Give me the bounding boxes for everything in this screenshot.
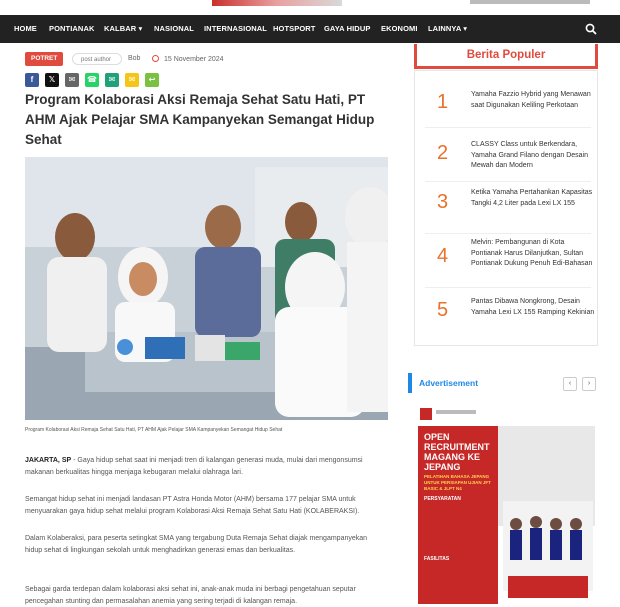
ad-next-button[interactable]: › (582, 377, 596, 391)
article-title: Program Kolaborasi Aksi Remaja Sehat Satu Hati, PT AHM Ajak Pelajar SMA Kampanyekan Semangat Hidup Sehat (25, 92, 375, 147)
nav-item-home[interactable]: HOME (14, 24, 37, 33)
top-banner-ad[interactable] (212, 0, 342, 6)
popular-item-title[interactable]: CLASSY Class untuk Berkendara, Yamaha Grand Filano dengan Desain Mewah dan Modern (471, 141, 589, 169)
popular-item[interactable] (425, 235, 591, 288)
author-avatar: post author (72, 53, 122, 65)
nav-item-pontianak[interactable]: PONTIANAK (49, 24, 95, 33)
article-paragraph (25, 455, 385, 478)
popular-item-title[interactable]: Ketika Yamaha Pertahankan Kapasitas Tangki 4,2 Liter pada Lexi LX 155 (471, 189, 593, 207)
popular-item[interactable] (425, 77, 591, 128)
article-paragraph: Semangat hidup sehat ini menjadi landasan PT Astra Honda Motor (AHM) bersama 177 pelajar SMA untuk menyuarakan gaya hidup sehat melalui program Kolaborasi Aksi Remaja Sehat Satu Hati (KOLABERAKSI). (25, 496, 360, 515)
popular-item[interactable] (425, 289, 595, 339)
popular-item-title[interactable]: Pantas Dibawa Nongkrong, Desain Yamaha Lexi LX 155 Ramping Kekinian (471, 298, 595, 316)
photo-caption: Program Kolaborasi Aksi Remaja Sehat Satu Hati, PT AHM Ajak Pelajar SMA Kampanyekan Semangat Hidup Sehat (25, 427, 283, 433)
main-navigation (0, 15, 620, 43)
nav-item-nasional[interactable]: NASIONAL (154, 24, 194, 33)
popular-item-title[interactable]: Yamaha Fazzio Hybrid yang Menawan saat Digunakan Keliling Perkotaan (471, 91, 591, 109)
nav-item-internasional[interactable]: INTERNASIONAL (204, 24, 267, 33)
popular-item-number: 4 (437, 245, 449, 267)
email-share-icon[interactable]: ✉ (65, 73, 79, 87)
nav-item-lainnya[interactable]: LAINNYA ▾ (428, 24, 468, 33)
nav-item-ekonomi[interactable]: EKONOMI (381, 24, 418, 33)
category-badge[interactable]: POTRET (25, 52, 63, 66)
header-accent-right (595, 44, 598, 66)
more-share-icon[interactable]: ↩ (145, 73, 159, 87)
popular-item-number: 5 (437, 299, 449, 321)
popular-item-number: 2 (437, 142, 449, 164)
clock-icon (152, 55, 159, 62)
advertisement-header (408, 373, 605, 393)
top-ad-strip (0, 0, 620, 10)
popular-news-header (414, 44, 598, 69)
publish-date (152, 55, 224, 63)
sms-share-icon[interactable]: ✉ (125, 73, 139, 87)
x-share-icon[interactable]: 𝕏 (45, 73, 59, 87)
paragraph-text: - Gaya hidup sehat saat ini menjadi tren di kalangan generasi muda, mulai dari mengonsumsi makanan berkualitas hingga menjaga kebugaran melalui olahraga lari. (25, 457, 363, 476)
author-name[interactable]: Bob (128, 55, 141, 62)
popular-item[interactable] (425, 183, 591, 234)
whatsapp-share-icon[interactable]: ☎ (85, 73, 99, 87)
dateline: JAKARTA, SP (25, 457, 72, 464)
facebook-share-icon[interactable]: f (25, 73, 39, 87)
advertisement-banner[interactable] (418, 406, 595, 604)
article-paragraph: Dalam Kolaberaksi, para peserta setingkat SMA yang tergabung Duta Remaja Sehat diajak mengampanyekan hidup sehat di lingkungan sekolah untuk menghadirkan generasi emas dan berkualitas. (25, 535, 368, 554)
top-banner-ad-right[interactable] (470, 0, 590, 4)
ad-banner-section: FASILITAS (424, 556, 450, 562)
publish-date-text: 15 November 2024 (164, 56, 224, 63)
ad-prev-button[interactable]: ‹ (563, 377, 577, 391)
popular-item[interactable] (425, 131, 591, 182)
popular-news-title: Berita Populer (466, 49, 546, 61)
popular-item-number: 1 (437, 91, 449, 113)
nav-item-hotsport[interactable]: HOTSPORT (273, 24, 316, 33)
popular-item-title[interactable]: Melvin: Pembangunan di Kota Pontianak Harus Dilanjutkan, Sultan Pontianak Dukung Penuh Edi-Bahasan (471, 239, 593, 267)
ad-banner-section: PERSYARATAN (424, 496, 461, 502)
advertisement-title: Advertisement (419, 378, 479, 388)
ad-header-accent (408, 373, 412, 393)
nav-item-gaya-hidup[interactable]: GAYA HIDUP (324, 24, 371, 33)
ad-banner-subtitle: PELATIHAN BAHASA JEPANG UNTUK PERSIAPAN UJIAN JFT BASIC & JLPT N4 (424, 474, 491, 491)
article-paragraph: Sebagai garda terdepan dalam kolaborasi aksi sehat ini, anak-anak muda ini berbagi pengetahuan seputar pencegahan stunting dan permasalahan anemia yang sering terjadi di kalangan remaja. (25, 586, 356, 605)
article-photo (25, 157, 388, 420)
line-share-icon[interactable]: ✉ (105, 73, 119, 87)
ad-banner-title: OPEN RECRUITMENT MAGANG KE JEPANG (424, 432, 490, 472)
search-icon[interactable] (584, 22, 598, 36)
popular-news-list (414, 70, 598, 346)
nav-item-kalbar[interactable]: KALBAR ▾ (104, 24, 143, 33)
popular-item-number: 3 (437, 191, 449, 213)
